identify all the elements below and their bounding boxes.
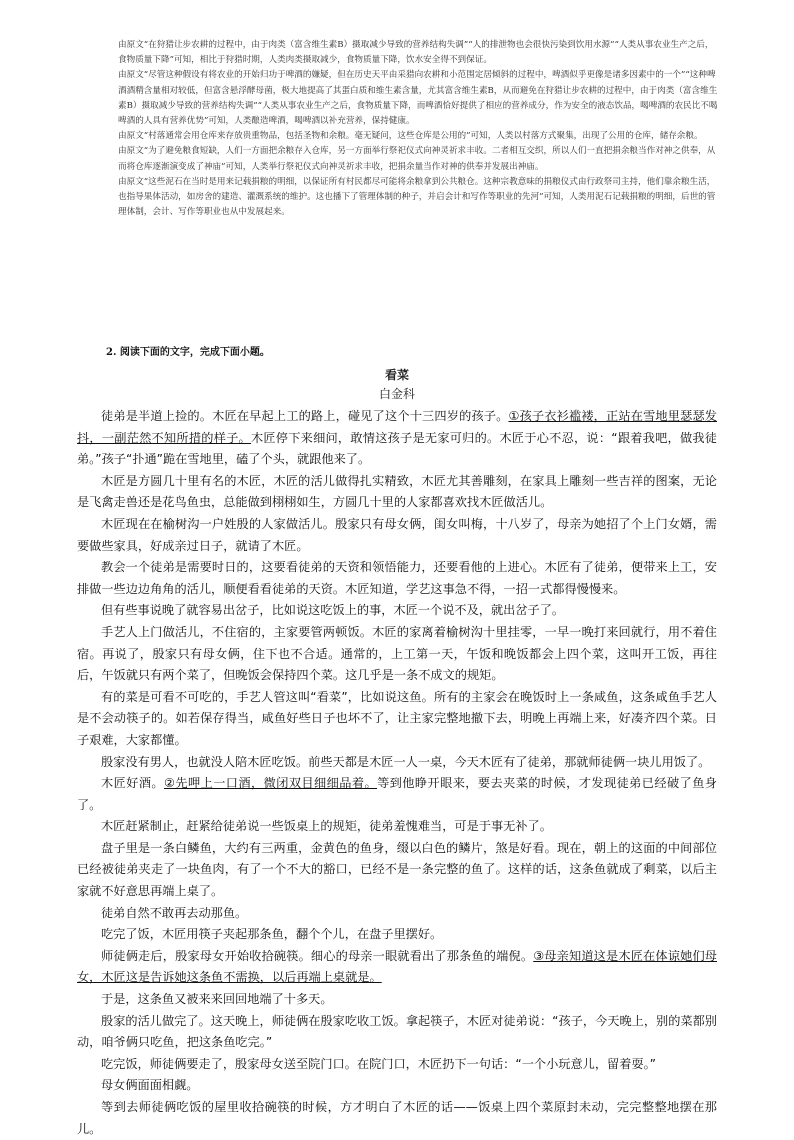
text-run: 徒弟是半道上捡的。木匠在早起上工的路上，碰见了这个十三四岁的孩子。 (101, 409, 509, 423)
story-paragraph: 有的菜是可看不可吃的，手艺人管这叫“看菜”，比如说这鱼。所有的主家会在晚饭时上一条咸鱼，这条咸鱼手艺人是不会动筷子的。如若保存得当，咸鱼好些日子也坏不了，让主家完整地撤下去，明晚上再端上来，好凑齐四个菜。日子艰难，大家都懂。 (77, 689, 717, 747)
note-paragraph: 由原文“这些泥石在当时是用来记载捐粮的明细，以保证所有村民都尽可能将余粮拿到公共粮仓。这种宗教意味的捐粮仪式由行政祭司主持，他们靠余粮生活，也指导果体活动，如房舍的建造、灌溉系统的维护。这也播下了管理体制的种子，并启会计和写作等职业的先河”可知，人类用泥石记载捐粮的明细，后世的管理体制，会计、写作等职业也从中发展起来。 (118, 176, 716, 218)
story-paragraph: 殷家的活儿做完了。这天晚上，师徒俩在殷家吃收工饭。拿起筷子，木匠对徒弟说：“孩子，今天晚上，别的菜都别动，咱爷俩只吃鱼，把这条鱼吃完。” (77, 1013, 717, 1050)
question-heading: 2. 阅读下面的文字，完成下面小题。 (106, 347, 270, 358)
story-paragraph: 木匠现在在榆树沟一户姓殷的人家做活儿。殷家只有母女俩，闺女叫梅，十八岁了，母亲为她招了个上门女婿，需要做些家具，好成亲过日子，就请了木匠。 (77, 516, 717, 553)
story-paragraph: 吃完了饭，木匠用筷子夹起那条鱼，翻个个儿，在盘子里摆好。 (101, 927, 443, 942)
story-paragraph: 等到去师徒俩吃饭的屋里收拾碗筷的时候，方才明白了木匠的话——饭桌上四个菜原封未动，完完整整地摆在那儿。 (77, 1100, 717, 1136)
story-paragraph: 手艺人上门做活儿，不住宿的，主家要管两顿饭。木匠的家离着榆树沟十里挂零，一早一晚打来回就行，用不着住宿。再说了，殷家只有母女俩，住下也不合适。通常的，上工第一天，午饭和晚饭都会上四个菜，这叫开工饭，再往后，午饭就只有两个菜了，但晚饭会保持四个菜。这几乎是一条不成文的规矩。 (77, 624, 717, 683)
story-paragraph: 木匠是方圆几十里有名的木匠，木匠的活儿做得扎实精致，木匠尤其善雕刻，在家具上雕刻一些吉祥的图案，无论是飞禽走兽还是花鸟鱼虫，总能做到栩栩如生，方圆几十里的人家都喜欢找木匠做活儿。 (77, 473, 717, 510)
story-paragraph: 徒弟自然不敢再去动那鱼。 (101, 905, 248, 920)
story-paragraph (77, 946, 717, 989)
underlined-sentence-2: ②先呷上一口酒，微闭双目细细品着。 (164, 776, 378, 791)
story-paragraph: 木匠赶紧制止，赶紧给徒弟说一些饭桌上的规矩，徒弟羞愧难当，可是于事无补了。 (101, 819, 552, 834)
text-run: 师徒俩走后，殷家母女开始收拾碗筷。细心的母亲一眼就看出了那条鱼的端倪。 (101, 948, 534, 963)
text-run: 木匠好酒。 (101, 776, 165, 791)
story-author: 白金科 (378, 387, 415, 401)
story-paragraph (77, 773, 717, 816)
story-paragraph: 于是，这条鱼又被来来回回地端了十多天。 (101, 992, 333, 1007)
text-run: 木匠停下来细问，敢情这孩子是无家可归的。木匠于心不忍，说：“跟着我吧，做我徒弟。”孩子“扑通”跪在雪地里，磕了个头，就跟他来了。 (77, 430, 717, 467)
note-paragraph: 由原文“尽管这种假设有将农业的开始归功于啤酒的嫌疑，但在历史天平由采猎向农耕和小范围定居倾斜的过程中，啤酒似乎更像是诸多因素中的一个”“这种啤酒酒精含量相对较低，但富含悬浮酵母菌，极大地提高了其蛋白质和维生素含量，尤其富含维生素B，从而避免在狩猎让步农耕的过程中，由于肉类（富含维生素B）摄取减少导致的营养结构失调”“人类从事农业生产之后，食物质量下降，而啤酒恰好提供了相应的营养成分，作为安全的液态饮品，喝啤酒的农民比不喝啤酒的人具有营养优势”可知，人类酿造啤酒，喝啤酒以补充营养，保持健康。 (118, 70, 718, 127)
story-paragraph: 殷家没有男人，也就没人陪木匠吃饭。前些天都是木匠一人一桌，今天木匠有了徒弟，那就师徒俩一块儿用饭了。 (101, 754, 711, 769)
story-paragraph: 教会一个徒弟是需要时日的，这要看徒弟的天资和领悟能力，还要看他的上进心。木匠有了徒弟，便带来上工，安排做一些边边角角的活儿，顺便看看徒弟的天资。木匠知道，学艺这事急不得，一招一式都得慢慢来。 (77, 560, 717, 596)
story-paragraph (77, 406, 717, 471)
underlined-sentence-1: ①孩子衣衫褴褛，正站在雪地里瑟瑟发抖，一副茫然不知所措的样子。 (77, 409, 717, 445)
underlined-sentence-3: ③母亲知道这是木匠在体谅她们母女，木匠这是告诉她这条鱼不需换，以后再端上桌就是。 (77, 948, 717, 985)
text-run: 等到他睁开眼来，要去夹菜的时候，才发现徒弟已经破了鱼身了。 (77, 776, 717, 812)
note-paragraph: 由原文“为了避免粮食短缺，人们一方面把余粮存入仓库，另一方面举行祭祀仪式向神灵祈求丰收。二者相互交织，所以人们一直把捐余粮当作对神之供奉，从而将仓库逐渐演变成了神庙”可知，人类举行祭祀仪式向神灵祈求丰收，把捐余量当作对神的供奉并发展出神庙。 (118, 146, 716, 172)
answer-notes (118, 38, 718, 220)
note-paragraph: 由原文“村落通常会用仓库来存放贵重物品，包括圣物和余粮。毫无疑问，这些仓库是公用的”可知，人类以村落方式聚集，出现了公用的仓库，储存余粮。 (118, 131, 703, 142)
note-paragraph: 由原文“在狩猎让步农耕的过程中，由于肉类（富含维生素B）摄取减少导致的营养结构失调”“人的排泄物也会很快污染到饮用水源”“人类从事农业生产之后，食物质量下降”可知，相比于狩猎时期，人类肉类摄取减少，食物质量下降，饮水安全得不到保证。 (118, 40, 714, 66)
story-paragraph: 但有些事说晚了就容易出岔子，比如说这吃饭上的事，木匠一个说不及，就出岔子了。 (101, 603, 565, 618)
story-paragraph: 母女俩面面相觑。 (101, 1078, 199, 1093)
story-title: 看菜 (384, 368, 409, 382)
story-paragraph: 吃完饭，师徒俩要走了，殷家母女送至院门口。在院门口，木匠扔下一句话：“一个小玩意儿，留着耍。” (101, 1056, 656, 1071)
story-body (77, 406, 717, 1140)
story-paragraph: 盘子里是一条白鳞鱼，大约有三两重，金黄色的鱼身，缀以白色的鳞片，煞是好看。现在，朝上的这面的中间部位已经被徒弟夹走了一块鱼肉，有了一个不大的豁口，已经不是一条完整的鱼了。这样的话，这条鱼就成了剩菜，以后主家就不好意思再端上桌了。 (77, 840, 717, 899)
